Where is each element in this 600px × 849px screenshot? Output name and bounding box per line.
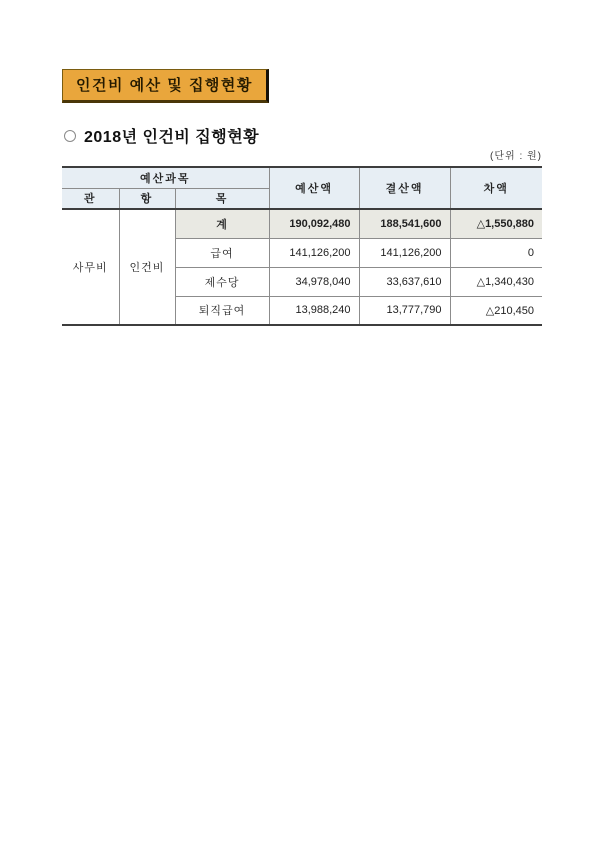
- cell-difference: △1,340,430: [450, 267, 542, 296]
- header-mok: 목: [175, 188, 269, 209]
- unit-label: (단위 : 원): [490, 151, 542, 162]
- cell-difference: 0: [450, 238, 542, 267]
- cell-settlement: 141,126,200: [359, 238, 450, 267]
- budget-table: [62, 166, 542, 326]
- table-row-total: [62, 209, 542, 238]
- header-budget-category-group: 예산과목: [62, 167, 269, 188]
- cell-hang-value: 인건비: [119, 209, 175, 325]
- circle-bullet-icon: [64, 130, 76, 142]
- cell-difference: △1,550,880: [450, 209, 542, 238]
- budget-table-header: [62, 167, 542, 209]
- cell-difference: △210,450: [450, 296, 542, 325]
- header-budget-amount: 예산액: [269, 167, 359, 209]
- header-difference: 차액: [450, 167, 542, 209]
- cell-mok: 급여: [175, 238, 269, 267]
- title-banner: [62, 69, 269, 103]
- budget-table-body: [62, 209, 542, 325]
- section-title: 2018년 인건비 집행현황: [84, 129, 260, 146]
- header-gwan: 관: [62, 188, 119, 209]
- header-settlement-amount: 결산액: [359, 167, 450, 209]
- cell-settlement: 33,637,610: [359, 267, 450, 296]
- cell-budget: 13,988,240: [269, 296, 359, 325]
- cell-mok: 계: [175, 209, 269, 238]
- cell-gwan-value: 사무비: [62, 209, 119, 325]
- cell-mok: 제수당: [175, 267, 269, 296]
- cell-budget: 34,978,040: [269, 267, 359, 296]
- header-hang: 항: [119, 188, 175, 209]
- cell-settlement: 188,541,600: [359, 209, 450, 238]
- header-row-group: [62, 167, 542, 188]
- section-heading: [64, 124, 259, 147]
- cell-budget: 190,092,480: [269, 209, 359, 238]
- cell-mok: 퇴직급여: [175, 296, 269, 325]
- title-banner-text: 인건비 예산 및 집행현황: [76, 77, 253, 94]
- cell-settlement: 13,777,790: [359, 296, 450, 325]
- cell-budget: 141,126,200: [269, 238, 359, 267]
